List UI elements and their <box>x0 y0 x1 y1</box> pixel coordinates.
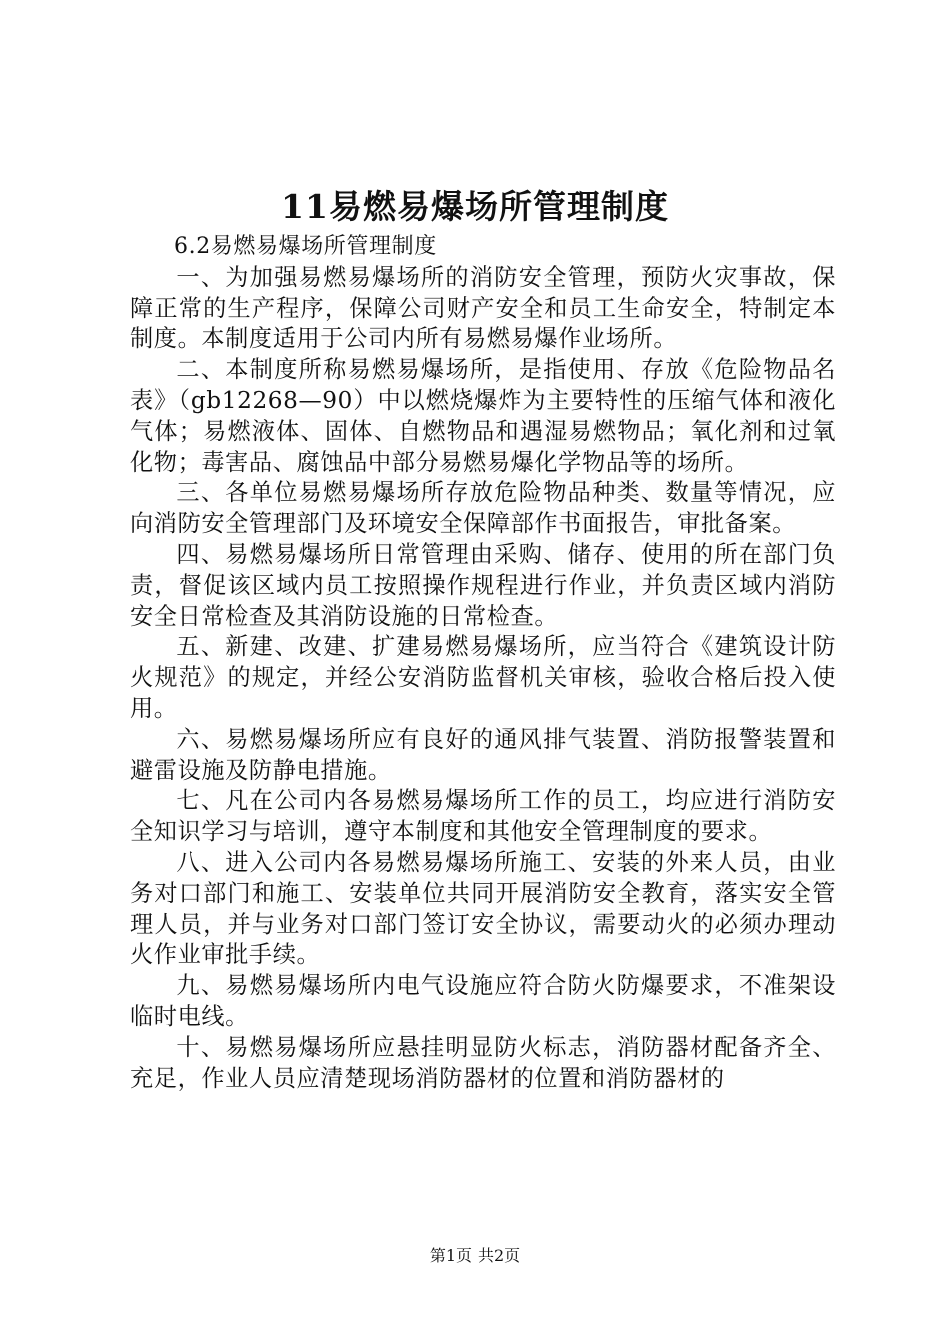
page-total: 共2页 <box>478 1246 521 1265</box>
paragraph-7: 七、凡在公司内各易燃易爆场所工作的员工，均应进行消防安全知识学习与培训，遵守本制度和其他安全管理制度的要求。 <box>130 787 836 846</box>
paragraph-9: 九、易燃易爆场所内电气设施应符合防火防爆要求，不准架设临时电线。 <box>130 972 836 1030</box>
page-number: 第1页 <box>429 1246 472 1265</box>
paragraph-3: 三、各单位易燃易爆场所存放危险物品种类、数量等情况，应向消防安全管理部门及环境安全保障部作书面报告，审批备案。 <box>130 479 836 538</box>
document-body <box>130 232 836 1094</box>
paragraph-8: 八、进入公司内各易燃易爆场所施工、安装的外来人员，由业务对口部门和施工、安装单位共同开展消防安全教育，落实安全管理人员，并与业务对口部门签订安全协议，需要动火的必须办理动火作业审批手续。 <box>130 848 836 969</box>
document-title: 11易燃易爆场所管理制度 <box>281 187 669 226</box>
paragraph-10: 十、易燃易爆场所应悬挂明显防火标志，消防器材配备齐全、充足，作业人员应清楚现场消防器材的位置和消防器材的 <box>130 1033 836 1092</box>
paragraph-2: 二、本制度所称易燃易爆场所，是指使用、存放《危险物品名表》（gb12268—90）中以燃烧爆炸为主要特性的压缩气体和液化气体；易燃液体、固体、自燃物品和遇湿易燃物品；氧化剂和过氧化物；毒害品、腐蚀品中部分易燃易爆化学物品等的场所。 <box>130 356 836 476</box>
paragraph-1: 一、为加强易燃易爆场所的消防安全管理，预防火灾事故，保障正常的生产程序，保障公司财产安全和员工生命安全，特制定本制度。本制度适用于公司内所有易燃易爆作业场所。 <box>130 263 836 353</box>
paragraph-6: 六、易燃易爆场所应有良好的通风排气装置、消防报警装置和避雷设施及防静电措施。 <box>130 725 836 784</box>
section-subtitle: 6.2易燃易爆场所管理制度 <box>174 234 437 259</box>
paragraph-5: 五、新建、改建、扩建易燃易爆场所，应当符合《建筑设计防火规范》的规定，并经公安消防监督机关审核，验收合格后投入使用。 <box>130 633 836 722</box>
page-footer <box>0 1244 950 1268</box>
paragraph-4: 四、易燃易爆场所日常管理由采购、储存、使用的所在部门负责，督促该区域内员工按照操作规程进行作业，并负责区域内消防安全日常检查及其消防设施的日常检查。 <box>130 540 836 630</box>
